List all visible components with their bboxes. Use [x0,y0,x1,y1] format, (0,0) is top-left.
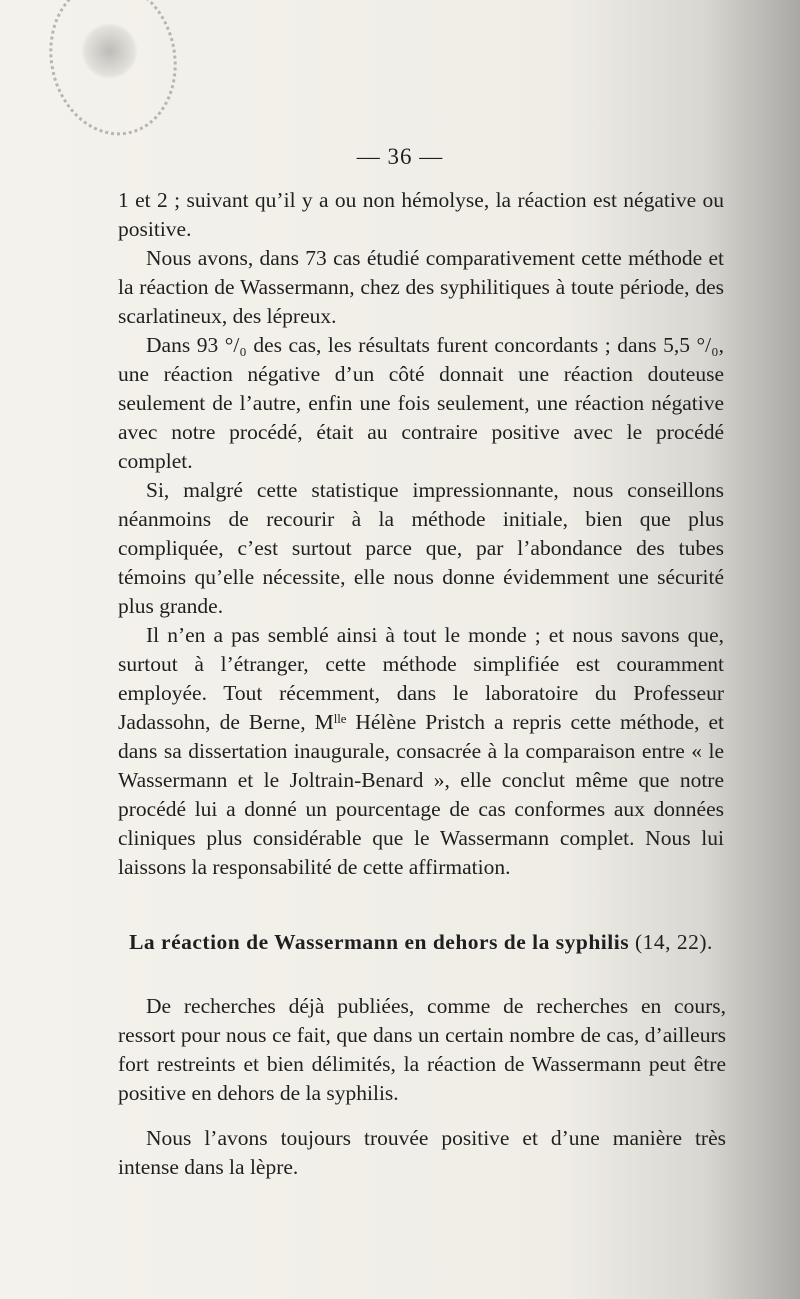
paragraph: Si, malgré cette statistique impressionnante, nous conseillons néanmoins de recourir à la méthode initiale, bien que plus compliquée, c’est surtout parce que, par l’abondance des tubes témoins qu’elle nécessite, elle nous donne évidemment une sécurité plus grande. [118,478,724,618]
page-number: — 36 — [356,144,444,169]
paragraph: Nous avons, dans 73 cas étudié comparativement cette méthode et la réaction de Wassermann, chez des syphilitiques à toute période, des scarlatineux, des lépreux. [118,246,724,328]
library-stamp [35,0,191,147]
paragraph: 1 et 2 ; suivant qu’il y a ou non hémolyse, la réaction est négative ou positive. [118,188,724,241]
paragraph: Nous l’avons toujours trouvée positive et d’une manière très intense dans la lèpre. [118,1126,726,1179]
paragraph: De recherches déjà publiées, comme de recherches en cours, ressort pour nous ce fait, que dans un certain nombre de cas, d’ailleurs fort restreints et bien délimités, la réaction de Wassermann peut être positive en dehors de la syphilis. [118,994,726,1105]
section-2-body [118,992,726,1182]
section-heading [118,928,724,957]
paragraph: Il n’en a pas semblé ainsi à tout le monde ; et nous savons que, surtout à l’étranger, cette méthode simplifiée est couramment employée. Tout récemment, dans le laboratoire du Professeur Jadassohn, de Berne, Mˡˡᵉ Hélène Pristch a repris cette méthode, et dans sa dissertation inaugurale, consacrée à la comparaison entre « le Wassermann et le Joltrain-Benard », elle conclut même que notre procédé lui a donné un pourcentage de cas conformes aux données cliniques plus considérable que le Wassermann complet. Nous lui laissons la responsabilité de cette affirmation. [118,623,724,879]
paragraph: Dans 93 °/₀ des cas, les résultats furent concordants ; dans 5,5 °/₀, une réaction négative d’un côté donnait une réaction douteuse seulement de l’autre, enfin une fois seulement, une réaction négative avec notre procédé, était au contraire positive avec le procédé complet. [118,333,724,473]
section-heading-title: La réaction de Wassermann en dehors de la syphilis [129,930,630,954]
section-heading-ref: (14, 22). [634,930,713,954]
section-1-body [118,186,724,882]
